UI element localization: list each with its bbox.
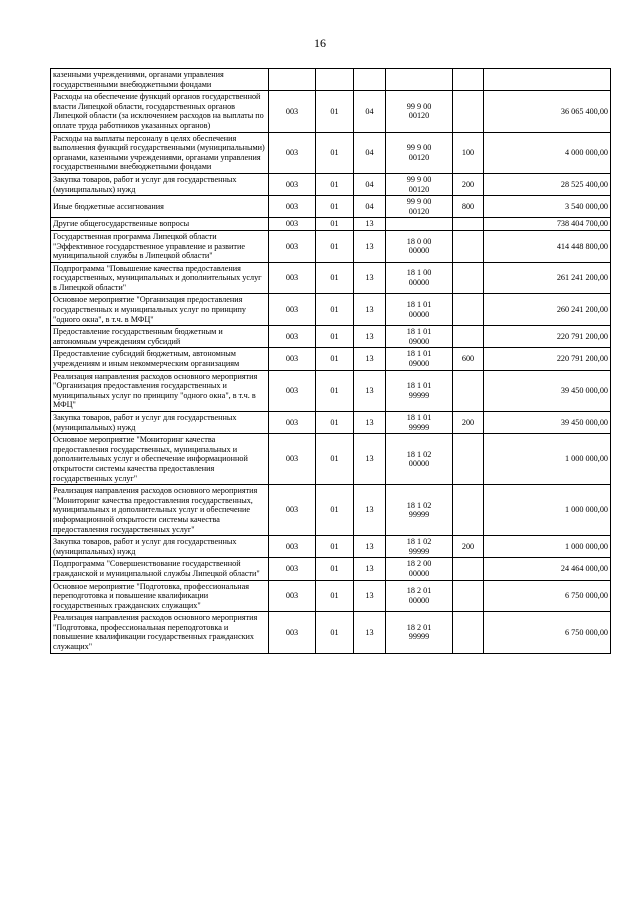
row-name-cell: Основное мероприятие "Организация предоставления государственных и муниципальных услуг по принципу "одного окна", в т.ч. в МФЦ" [51,294,269,326]
row-sum-cell: 261 241 200,00 [484,262,611,294]
row-name-cell: Расходы на выплаты персоналу в целях обеспечения выполнения функций государственными (муниципальными) органами, казенными учреждениями, органами управления государственными внебюджетными фондами [51,132,269,173]
row-section-cell: 01 [316,91,354,132]
row-section-cell: 01 [316,218,354,231]
row-expense-type-cell [453,230,484,262]
row-subsection-cell: 13 [354,218,386,231]
row-expense-type-cell: 200 [453,412,484,434]
row-subsection-cell: 04 [354,196,386,218]
row-sum-cell: 1 000 000,00 [484,485,611,536]
budget-table-body [51,69,611,654]
row-section-cell: 01 [316,262,354,294]
table-row [51,218,611,231]
row-code-cell: 003 [269,434,316,485]
row-sum-cell: 6 750 000,00 [484,580,611,612]
row-section-cell: 01 [316,536,354,558]
row-expense-type-cell [453,262,484,294]
row-article-cell: 18 2 00 00000 [386,558,453,580]
row-subsection-cell: 13 [354,485,386,536]
table-row [51,485,611,536]
row-name-cell: Предоставление государственным бюджетным и автономным учреждениям субсидий [51,326,269,348]
row-expense-type-cell [453,69,484,91]
row-expense-type-cell: 200 [453,173,484,195]
row-subsection-cell [354,69,386,91]
row-subsection-cell: 13 [354,348,386,370]
table-row [51,558,611,580]
row-article-cell [386,218,453,231]
row-sum-cell: 36 065 400,00 [484,91,611,132]
row-subsection-cell: 13 [354,262,386,294]
row-section-cell: 01 [316,434,354,485]
row-section-cell: 01 [316,412,354,434]
row-name-cell: Основное мероприятие "Подготовка, профессиональная переподготовка и повышение квалификации государственных гражданских служащих" [51,580,269,612]
table-row [51,91,611,132]
row-name-cell: Закупка товаров, работ и услуг для государственных (муниципальных) нужд [51,173,269,195]
row-code-cell: 003 [269,536,316,558]
row-name-cell: Закупка товаров, работ и услуг для государственных (муниципальных) нужд [51,536,269,558]
row-subsection-cell: 13 [354,326,386,348]
row-section-cell: 01 [316,294,354,326]
row-subsection-cell: 13 [354,536,386,558]
page-number: 16 [314,36,326,50]
row-article-cell: 18 1 01 09000 [386,348,453,370]
row-code-cell: 003 [269,230,316,262]
row-sum-cell: 3 540 000,00 [484,196,611,218]
row-article-cell: 18 1 01 99999 [386,412,453,434]
row-section-cell: 01 [316,196,354,218]
row-sum-cell: 6 750 000,00 [484,612,611,653]
row-sum-cell: 24 464 000,00 [484,558,611,580]
row-article-cell: 18 0 00 00000 [386,230,453,262]
row-subsection-cell: 13 [354,412,386,434]
row-code-cell: 003 [269,294,316,326]
table-row [51,196,611,218]
row-sum-cell: 39 450 000,00 [484,412,611,434]
row-name-cell: Предоставление субсидий бюджетным, автономным учреждениям и иным некоммерческим организациям [51,348,269,370]
row-name-cell: Расходы на обеспечение функций органов государственной власти Липецкой области, государственных органов Липецкой области (за исключением расходов на выплаты по оплате труда работников указанных органов) [51,91,269,132]
row-subsection-cell: 13 [354,370,386,411]
row-section-cell: 01 [316,485,354,536]
row-code-cell: 003 [269,412,316,434]
table-row [51,434,611,485]
row-sum-cell: 220 791 200,00 [484,326,611,348]
row-expense-type-cell [453,91,484,132]
row-article-cell: 18 1 02 99999 [386,536,453,558]
row-article-cell: 18 1 01 99999 [386,370,453,411]
row-name-cell: Реализация направления расходов основного мероприятия "Мониторинг качества предоставления государственных, муниципальных и дополнительных услуг и обеспечение информационной открытости системы качества предоставления государственных услуг" [51,485,269,536]
row-expense-type-cell [453,580,484,612]
row-name-cell: Другие общегосударственные вопросы [51,218,269,231]
row-sum-cell: 4 000 000,00 [484,132,611,173]
row-code-cell: 003 [269,558,316,580]
row-subsection-cell: 13 [354,230,386,262]
row-sum-cell: 220 791 200,00 [484,348,611,370]
table-row [51,370,611,411]
row-name-cell: Основное мероприятие "Мониторинг качества предоставления государственных, муниципальных и дополнительных услуг и обеспечение информационной открытости системы качества предоставления государственных услуг" [51,434,269,485]
row-article-cell: 18 1 02 00000 [386,434,453,485]
row-name-cell: Закупка товаров, работ и услуг для государственных (муниципальных) нужд [51,412,269,434]
table-row [51,69,611,91]
row-article-cell: 18 1 02 99999 [386,485,453,536]
row-section-cell: 01 [316,580,354,612]
row-section-cell: 01 [316,370,354,411]
row-article-cell: 99 9 00 00120 [386,196,453,218]
row-expense-type-cell: 800 [453,196,484,218]
row-article-cell: 18 2 01 99999 [386,612,453,653]
row-expense-type-cell [453,485,484,536]
row-subsection-cell: 04 [354,91,386,132]
row-article-cell: 99 9 00 00120 [386,91,453,132]
budget-table [50,68,611,654]
table-row [51,173,611,195]
row-code-cell: 003 [269,348,316,370]
table-row [51,580,611,612]
row-expense-type-cell [453,558,484,580]
row-article-cell: 18 2 01 00000 [386,580,453,612]
row-sum-cell: 1 000 000,00 [484,434,611,485]
row-sum-cell [484,69,611,91]
table-row [51,348,611,370]
row-section-cell: 01 [316,230,354,262]
row-subsection-cell: 04 [354,132,386,173]
row-subsection-cell: 04 [354,173,386,195]
row-code-cell: 003 [269,262,316,294]
row-article-cell [386,69,453,91]
row-code-cell: 003 [269,173,316,195]
row-section-cell: 01 [316,173,354,195]
row-code-cell: 003 [269,580,316,612]
row-expense-type-cell: 600 [453,348,484,370]
row-article-cell: 99 9 00 00120 [386,173,453,195]
row-sum-cell: 738 404 700,00 [484,218,611,231]
row-expense-type-cell [453,294,484,326]
row-name-cell: Реализация направления расходов основного мероприятия "Организация предоставления государственных и муниципальных услуг по принципу "одного окна", в т.ч. в МФЦ" [51,370,269,411]
row-code-cell: 003 [269,370,316,411]
row-article-cell: 18 1 01 09000 [386,326,453,348]
row-code-cell: 003 [269,612,316,653]
table-row [51,294,611,326]
row-expense-type-cell [453,434,484,485]
row-sum-cell: 414 448 800,00 [484,230,611,262]
row-code-cell: 003 [269,91,316,132]
row-subsection-cell: 13 [354,580,386,612]
table-row [51,132,611,173]
row-name-cell: Государственная программа Липецкой области "Эффективное государственное управление и развитие муниципальной службы в Липецкой области" [51,230,269,262]
table-row [51,536,611,558]
row-section-cell: 01 [316,348,354,370]
row-name-cell: Иные бюджетные ассигнования [51,196,269,218]
row-section-cell: 01 [316,326,354,348]
row-article-cell: 18 1 00 00000 [386,262,453,294]
row-sum-cell: 39 450 000,00 [484,370,611,411]
row-sum-cell: 260 241 200,00 [484,294,611,326]
row-expense-type-cell [453,218,484,231]
row-code-cell [269,69,316,91]
row-sum-cell: 28 525 400,00 [484,173,611,195]
row-expense-type-cell [453,370,484,411]
row-code-cell: 003 [269,132,316,173]
table-row [51,612,611,653]
row-name-cell: Реализация направления расходов основного мероприятия "Подготовка, профессиональная переподготовка и повышение квалификации государственных гражданских служащих" [51,612,269,653]
table-row [51,412,611,434]
row-section-cell: 01 [316,132,354,173]
row-name-cell: Подпрограмма "Повышение качества предоставления государственных, муниципальных и дополнительных услуг в Липецкой области" [51,262,269,294]
row-code-cell: 003 [269,485,316,536]
row-subsection-cell: 13 [354,558,386,580]
row-subsection-cell: 13 [354,612,386,653]
row-article-cell: 99 9 00 00120 [386,132,453,173]
row-code-cell: 003 [269,326,316,348]
row-code-cell: 003 [269,196,316,218]
row-sum-cell: 1 000 000,00 [484,536,611,558]
table-row [51,262,611,294]
row-code-cell: 003 [269,218,316,231]
row-name-cell: Подпрограмма "Совершенствование государственной гражданской и муниципальной службы Липецкой области" [51,558,269,580]
row-section-cell [316,69,354,91]
row-expense-type-cell: 200 [453,536,484,558]
row-expense-type-cell [453,326,484,348]
row-expense-type-cell [453,612,484,653]
row-name-cell: казенными учреждениями, органами управления государственными внебюджетными фондами [51,69,269,91]
row-section-cell: 01 [316,612,354,653]
row-article-cell: 18 1 01 00000 [386,294,453,326]
table-row [51,230,611,262]
table-row [51,326,611,348]
row-expense-type-cell: 100 [453,132,484,173]
row-section-cell: 01 [316,558,354,580]
row-subsection-cell: 13 [354,434,386,485]
row-subsection-cell: 13 [354,294,386,326]
